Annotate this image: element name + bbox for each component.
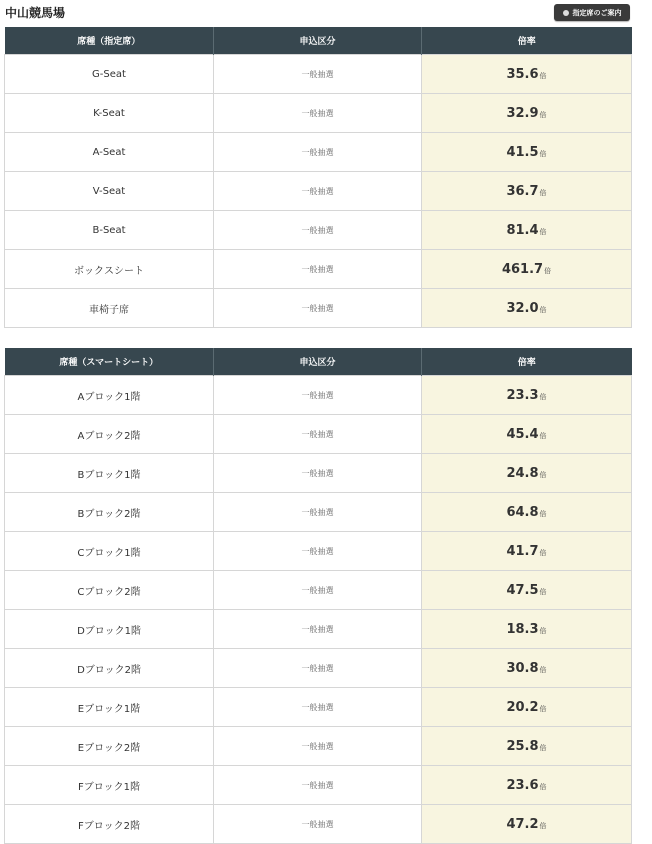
application-type-cell: 一般抽選 [214,211,422,250]
rate-cell [422,766,632,805]
rate-cell [422,649,632,688]
table-row [5,454,632,493]
rate-value: 30.8 [506,660,539,676]
column-header-kind: 申込区分 [214,348,422,376]
seat-type-cell: Bブロック1階 [5,454,214,493]
rate-unit: 倍 [539,743,547,752]
table-body [5,376,632,844]
rate-cell [422,133,632,172]
seat-type-cell: Aブロック2階 [5,415,214,454]
seat-type-cell: Bブロック2階 [5,493,214,532]
seat-type-cell: B-Seat [5,211,214,250]
table-body [5,55,632,328]
table-header-row [5,348,632,376]
rate-unit: 倍 [544,266,552,275]
table-row [5,805,632,844]
table-row [5,289,632,328]
column-header-seat: 席種（スマートシート） [5,348,214,376]
seat-type-cell: Eブロック1階 [5,688,214,727]
rate-unit: 倍 [539,149,547,158]
reserved-seat-guide-button[interactable] [554,4,630,21]
table-row [5,766,632,805]
seat-type-cell: Dブロック1階 [5,610,214,649]
application-type-cell: 一般抽選 [214,133,422,172]
application-type-cell: 一般抽選 [214,727,422,766]
column-header-seat: 席種（指定席） [5,27,214,55]
application-type-cell: 一般抽選 [214,571,422,610]
rate-value: 32.9 [506,105,539,121]
rate-unit: 倍 [539,431,547,440]
seat-type-cell: V-Seat [5,172,214,211]
application-type-cell: 一般抽選 [214,415,422,454]
table-row [5,727,632,766]
table-row [5,55,632,94]
rate-cell [422,532,632,571]
rate-cell [422,211,632,250]
rate-value: 23.6 [506,777,539,793]
rate-value: 23.3 [506,387,539,403]
rate-unit: 倍 [539,305,547,314]
rate-cell [422,172,632,211]
application-type-cell: 一般抽選 [214,454,422,493]
application-type-cell: 一般抽選 [214,766,422,805]
seat-type-cell: Aブロック1階 [5,376,214,415]
table-row [5,133,632,172]
guide-button-label: 指定席のご案内 [572,8,622,17]
rate-value: 36.7 [506,183,539,199]
application-type-cell: 一般抽選 [214,94,422,133]
rate-cell [422,289,632,328]
info-icon [563,10,569,16]
table-row [5,688,632,727]
rate-value: 47.2 [506,816,539,832]
seat-type-cell: 車椅子席 [5,289,214,328]
rate-value: 81.4 [506,222,539,238]
table-row [5,493,632,532]
reserved-seat-table [4,27,632,328]
rate-unit: 倍 [539,665,547,674]
rate-cell [422,493,632,532]
rate-unit: 倍 [539,587,547,596]
column-header-rate: 倍率 [422,27,632,55]
rate-unit: 倍 [539,626,547,635]
application-type-cell: 一般抽選 [214,289,422,328]
table-row [5,250,632,289]
header-bar [0,0,652,26]
seat-type-cell: A-Seat [5,133,214,172]
rate-cell [422,610,632,649]
table-row [5,610,632,649]
rate-cell [422,94,632,133]
rate-unit: 倍 [539,782,547,791]
seat-type-cell: Cブロック1階 [5,532,214,571]
application-type-cell: 一般抽選 [214,649,422,688]
table-row [5,211,632,250]
rate-unit: 倍 [539,548,547,557]
column-header-rate: 倍率 [422,348,632,376]
seat-type-cell: Fブロック2階 [5,805,214,844]
rate-value: 20.2 [506,699,539,715]
rate-unit: 倍 [539,470,547,479]
application-type-cell: 一般抽選 [214,805,422,844]
table-row [5,415,632,454]
rate-unit: 倍 [539,227,547,236]
rate-unit: 倍 [539,188,547,197]
table-row [5,532,632,571]
rate-unit: 倍 [539,71,547,80]
rate-cell [422,688,632,727]
seat-type-cell: Cブロック2階 [5,571,214,610]
application-type-cell: 一般抽選 [214,376,422,415]
column-header-kind: 申込区分 [214,27,422,55]
rate-value: 47.5 [506,582,539,598]
seat-type-cell: Eブロック2階 [5,727,214,766]
rate-unit: 倍 [539,509,547,518]
table-header-row [5,27,632,55]
rate-cell [422,571,632,610]
rate-value: 18.3 [506,621,539,637]
table-row [5,376,632,415]
seat-type-cell: Dブロック2階 [5,649,214,688]
rate-value: 41.7 [506,543,539,559]
application-type-cell: 一般抽選 [214,172,422,211]
table-row [5,649,632,688]
seat-type-cell: ボックスシート [5,250,214,289]
table-row [5,172,632,211]
venue-title: 中山競馬場 [5,6,66,20]
seat-type-cell: G-Seat [5,55,214,94]
rate-cell [422,727,632,766]
rate-cell [422,454,632,493]
rate-unit: 倍 [539,821,547,830]
rate-value: 64.8 [506,504,539,520]
seat-type-cell: K-Seat [5,94,214,133]
rate-value: 41.5 [506,144,539,160]
rate-value: 25.8 [506,738,539,754]
smart-seat-table [4,348,632,844]
application-type-cell: 一般抽選 [214,55,422,94]
application-type-cell: 一般抽選 [214,250,422,289]
table-row [5,571,632,610]
rate-unit: 倍 [539,392,547,401]
rate-value: 45.4 [506,426,539,442]
rate-value: 32.0 [506,300,539,316]
rate-value: 461.7 [501,261,544,277]
rate-cell [422,415,632,454]
application-type-cell: 一般抽選 [214,688,422,727]
rate-unit: 倍 [539,704,547,713]
rate-value: 24.8 [506,465,539,481]
rate-cell [422,805,632,844]
rate-unit: 倍 [539,110,547,119]
application-type-cell: 一般抽選 [214,493,422,532]
application-type-cell: 一般抽選 [214,610,422,649]
rate-value: 35.6 [506,66,539,82]
seat-type-cell: Fブロック1階 [5,766,214,805]
rate-cell [422,55,632,94]
application-type-cell: 一般抽選 [214,532,422,571]
rate-cell [422,250,632,289]
table-row [5,94,632,133]
rate-cell [422,376,632,415]
